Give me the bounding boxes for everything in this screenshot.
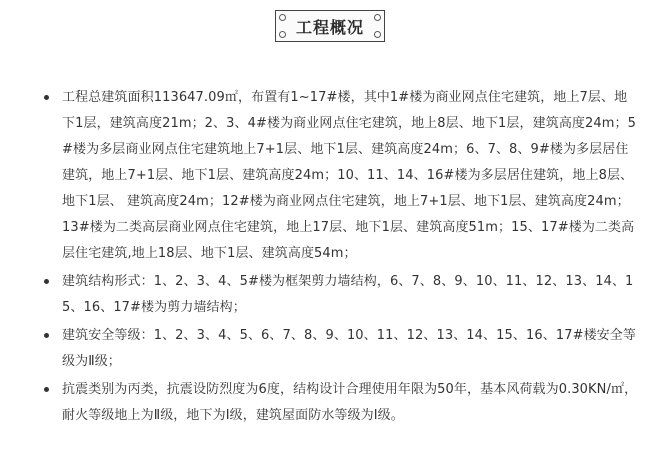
list-item-text: 建筑结构形式：1、2、3、4、5#楼为框架剪力墙结构，6、7、8、9、10、11、12、13、14、15、16、17#楼为剪力墙结构；: [62, 274, 634, 315]
section-title: 工程概况: [295, 17, 364, 37]
bullet-icon: [44, 95, 49, 100]
corner-dot-icon: [279, 31, 286, 38]
bullet-icon: [44, 333, 49, 338]
list-item: [0, 377, 660, 429]
list-item-text: 工程总建筑面积113647.09㎡，布置有1~17#楼，其中1#楼为商业网点住宅建筑，地上7层、地下1层，建筑高度21m；2、3、4#楼为商业网点住宅建筑，地上8层、地下1层，建筑高度24m；5#楼为多层商业网点住宅建筑地上7+1层、地下1层、建筑高度24m；6、7、8、9#楼为多层居住建筑，地上7+1层、地下1层、建筑高度24m；10、11、14、16#楼为多层居住建筑，地上8层、地下1层、 建筑高度24m；12#楼为商业网点住宅建筑，地上7+1层、地下1层、建筑高度24m；13#楼为二类高层商业网点住宅建筑，地上17层、地下1层、建筑高度51m；15、17#楼为二类高层住宅建筑,地上18层、地下1层、建筑高度54m；: [62, 90, 637, 261]
list-item: [0, 85, 660, 267]
bullet-icon: [44, 279, 49, 284]
section-title-box: [275, 10, 385, 42]
list-item-text: 建筑安全等级：1、2、3、4、5、6、7、8、9、10、11、12、13、14、15、16、17#楼安全等级为Ⅱ级；: [62, 328, 636, 369]
title-wrapper: [0, 10, 660, 42]
list-item: [0, 269, 660, 321]
list-item-text: 抗震类别为丙类，抗震设防烈度为6度，结构设计合理使用年限为50年，基本风荷载为0.30KN/㎡，耐火等级地上为Ⅱ级，地下为Ⅰ级，建筑屋面防水等级为Ⅰ级。: [62, 382, 638, 423]
corner-dot-icon: [374, 31, 381, 38]
content-area: [0, 85, 660, 429]
corner-dot-icon: [279, 14, 286, 21]
bullet-icon: [44, 387, 49, 392]
overview-list: [0, 85, 660, 429]
corner-dot-icon: [374, 14, 381, 21]
list-item: [0, 323, 660, 375]
